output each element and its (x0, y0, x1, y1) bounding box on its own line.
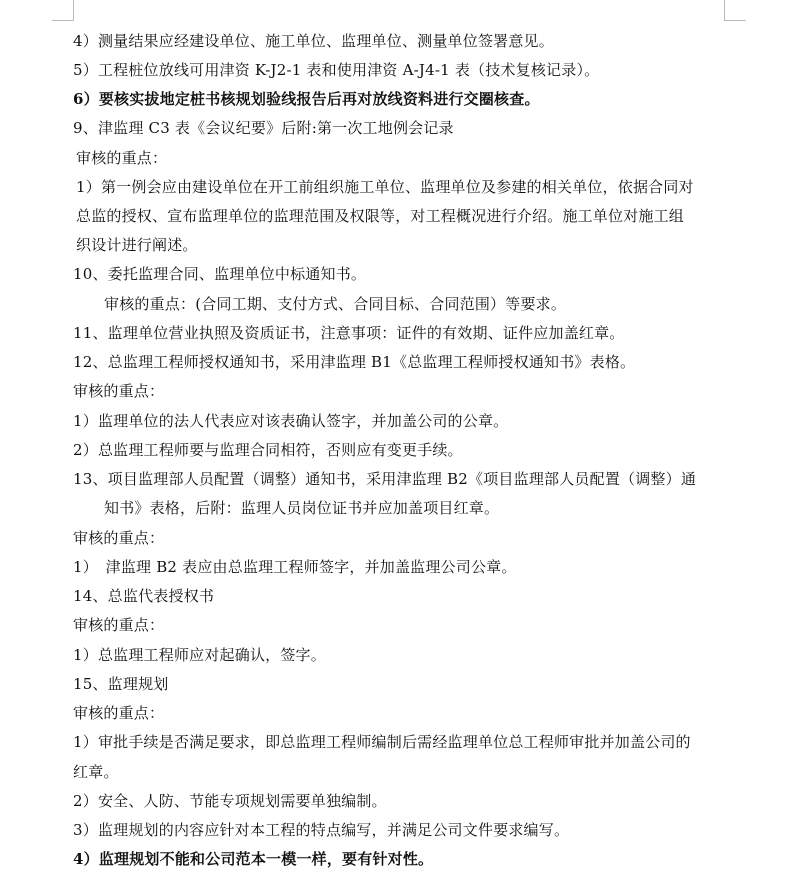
review-heading: 审核的重点： (73, 382, 165, 400)
text-line: 1） 津监理 B2 表应由总监理工程师签字，并加盖监理公司公章。 (73, 558, 517, 576)
review-heading: 审核的重点： (73, 529, 165, 547)
text-line: 1）总监理工程师应对起确认，签字。 (73, 646, 326, 664)
text-line: 2）总监理工程师要与监理合同相符，否则应有变更手续。 (73, 441, 463, 459)
section-heading: 15、监理规划 (73, 675, 169, 693)
crop-mark-right-horizontal (724, 20, 746, 21)
review-heading: 审核的重点： (73, 616, 165, 634)
section-heading: 11、监理单位营业执照及资质证书，注意事项：证件的有效期、证件应加盖红章。 (73, 324, 625, 342)
review-heading: 审核的重点：(合同工期、支付方式、合同目标、合同范围）等要求。 (104, 295, 567, 313)
crop-mark-right-vertical (724, 0, 725, 20)
crop-mark-left-vertical (73, 0, 74, 20)
text-line: 红章。 (73, 763, 119, 781)
text-line-bold: 4）监理规划不能和公司范本一模一样，要有针对性。 (73, 850, 434, 868)
section-heading: 10、委托监理合同、监理单位中标通知书。 (73, 265, 367, 283)
text-line: 5）工程桩位放线可用津资 K-J2-1 表和使用津资 A-J4-1 表（技术复核记录）。 (73, 61, 600, 79)
section-heading: 14、总监代表授权书 (73, 587, 215, 605)
text-line-bold: 6）要核实拔地定桩书核规划验线报告后再对放线资料进行交圈核查。 (73, 90, 540, 108)
section-heading: 9、津监理 C3 表《会议纪要》后附:第一次工地例会记录 (73, 119, 454, 137)
text-line: 2）安全、人防、节能专项规划需要单独编制。 (73, 792, 387, 810)
section-heading: 12、总监理工程师授权通知书，采用津监理 B1《总监理工程师授权通知书》表格。 (73, 353, 636, 371)
text-line: 总监的授权、宣布监理单位的监理范围及权限等，对工程概况进行介绍。施工单位对施工组 (76, 207, 685, 225)
review-heading: 审核的重点： (76, 149, 168, 167)
crop-mark-left-horizontal (52, 20, 74, 21)
text-line: 3）监理规划的内容应针对本工程的特点编写，并满足公司文件要求编写。 (73, 821, 570, 839)
section-heading: 13、项目监理部人员配置（调整）通知书，采用津监理 B2《项目监理部人员配置（调整）通 (73, 470, 697, 488)
text-line: 1）监理单位的法人代表应对该表确认签字，并加盖公司的公章。 (73, 412, 509, 430)
review-heading: 审核的重点： (73, 704, 165, 722)
text-line: 1）审批手续是否满足要求，即总监理工程师编制后需经监理单位总工程师审批并加盖公司的 (73, 733, 691, 751)
text-line: 知书》表格，后附：监理人员岗位证书并应加盖项目红章。 (104, 499, 500, 517)
text-line: 织设计进行阐述。 (76, 236, 198, 254)
text-line: 1）第一例会应由建设单位在开工前组织施工单位、监理单位及参建的相关单位，依据合同对 (76, 178, 694, 196)
text-line: 4）测量结果应经建设单位、施工单位、监理单位、测量单位签署意见。 (73, 32, 554, 50)
